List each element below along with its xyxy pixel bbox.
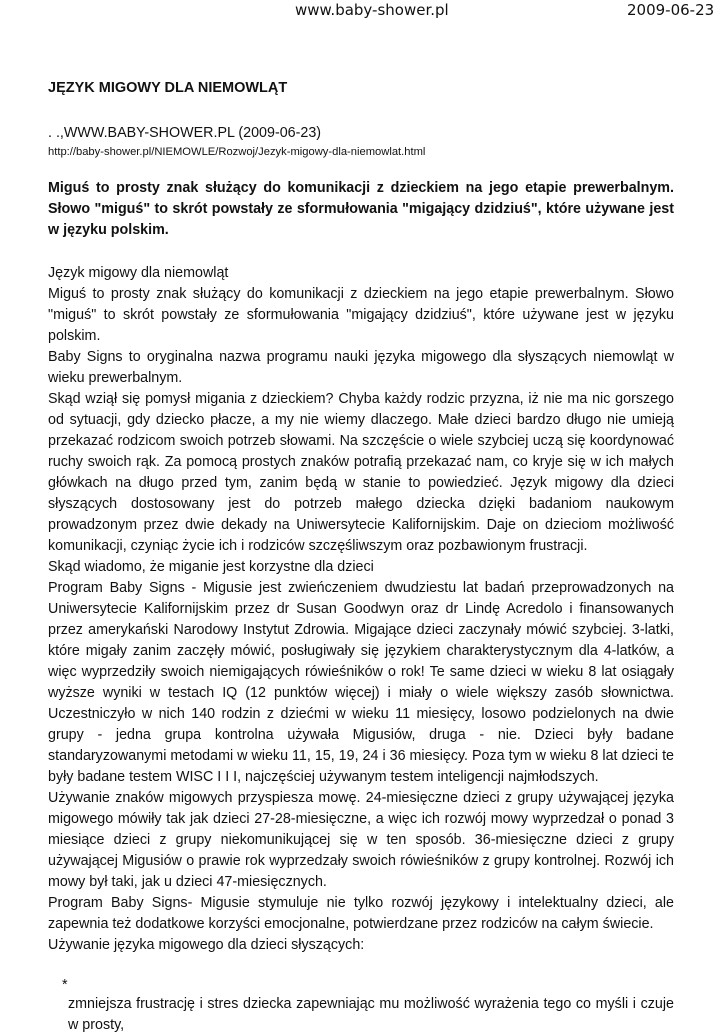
bullet-marker: *: [62, 977, 68, 993]
article-url: http://baby-shower.pl/NIEMOWLE/Rozwoj/Jezyk-migowy-dla-niemowlat.html: [48, 146, 426, 158]
paragraph-5: Używanie znaków migowych przyspiesza mowę. 24-miesięczne dzieci z grupy używającej języka migowego mówiły tak jak dzieci 27-28-miesięczne, a więc ich rozwój mowy wyprzedzał o ponad 3 miesiące dzieci z grupy niekomunikującej się w ten sposób. 36-miesięczne dzieci z grupy używającej Migusiów o prawie rok wyprzedzały swoich rówieśników z grupy kontrolnej. Rozwój ich mowy był taki, jak u dzieci 47-miesięcznych.: [48, 790, 674, 890]
header-date: 2009-06-23: [627, 1, 715, 19]
paragraph-4: Program Baby Signs - Migusie jest zwieńczeniem dwudziestu lat badań przeprowadzonych na Uniwersytecie Kalifornijskim przez dr Susan Goodwyn oraz dr Lindę Acredolo i finansowanych przez amerykański Narodowy Instytut Zdrowia. Migające dzieci zaczynały mówić szybciej. 3-latki, które migały zanim zaczęły mówić, posługiwały się językiem charakterystycznym dla 4-latków, a więc wyprzedziły swoich niemigających rówieśników o rok! Te same dzieci w wieku 8 lat osiągały wyższe wyniki w testach IQ (12 punktów więcej) i miały o wiele większy zasób słownictwa. Uczestniczyło w nich 140 rodzin z dziećmi w wieku 11 miesięcy, losowo podzielonych na dwie grupy - jedna grupa kontrolna używała Migusiów, druga - nie. Dzieci były badane standaryzowanymi metodami w wieku 11, 15, 19, 24 i 36 miesięcy. Poza tym w wieku 8 lat dzieci te były badane testem WISC I I I, najczęściej używanym testem inteligencji najmłodszych.: [48, 580, 674, 785]
paragraph-1: Miguś to prosty znak służący do komunikacji z dzieckiem na jego etapie prewerbalnym. Słowo "miguś" to skrót powstały ze sformułowania "migający dzidziuś", które używane jest w języku polskim.: [48, 286, 674, 344]
article: [48, 78, 674, 1036]
paragraph-3: Skąd wziął się pomysł migania z dzieckiem? Chyba każdy rodzic przyzna, iż nie ma nic gorszego od sytuacji, gdy dziecko płacze, a my nie wiemy dlaczego. Małe dzieci bardzo długo nie umieją przekazać rodzicom swoich potrzeb słowami. Na szczęście o wiele szybciej uczą się koordynować ruchy swoich rąk. Za pomocą prostych znaków potrafią przekazać nam, co kryje się w ich małych główkach na długo przed tym, zanim będą w stanie to powiedzieć. Język migowy dla dzieci słyszących dostosowany jest do potrzeb małego dziecka dzięki badaniom naukowym prowadzonym przez dwie dekady na Uniwersytecie Kalifornijskim. Daje on dzieciom możliwość komunikacji, czyniąc życie ich i rodziców szczęśliwszym oraz pozbawionym frustracji.: [48, 391, 674, 554]
article-lead: Miguś to prosty znak służący do komunikacji z dzieckiem na jego etapie prewerbalnym. Słowo "miguś" to skrót powstały ze sformułowania "migający dzidziuś", które używane jest w języku polskim.: [48, 180, 674, 238]
paragraph-2: Baby Signs to oryginalna nazwa programu nauki języka migowego dla słyszących niemowląt w wieku prewerbalnym.: [48, 349, 674, 386]
header-site: www.baby-shower.pl: [295, 1, 449, 19]
article-title: JĘZYK MIGOWY DLA NIEMOWLĄT: [48, 80, 288, 96]
section-subtitle-2: Skąd wiadomo, że miganie jest korzystne dla dzieci: [48, 559, 374, 575]
list-item: [48, 976, 674, 1036]
section-subtitle-1: Język migowy dla niemowląt: [48, 265, 229, 281]
bullet-text: zmniejsza frustrację i stres dziecka zapewniając mu możliwość wyrażenia tego co myśli i czuje w prosty,: [68, 996, 674, 1033]
paragraph-7: Używanie języka migowego dla dzieci słyszących:: [48, 937, 365, 953]
article-source: . .,WWW.BABY-SHOWER.PL (2009-06-23): [48, 125, 322, 141]
paragraph-6: Program Baby Signs- Migusie stymuluje nie tylko rozwój językowy i intelektualny dzieci, ale zapewnia też dodatkowe korzyści emocjonalne, potwierdzane przez rodziców na całym świecie.: [48, 895, 674, 932]
